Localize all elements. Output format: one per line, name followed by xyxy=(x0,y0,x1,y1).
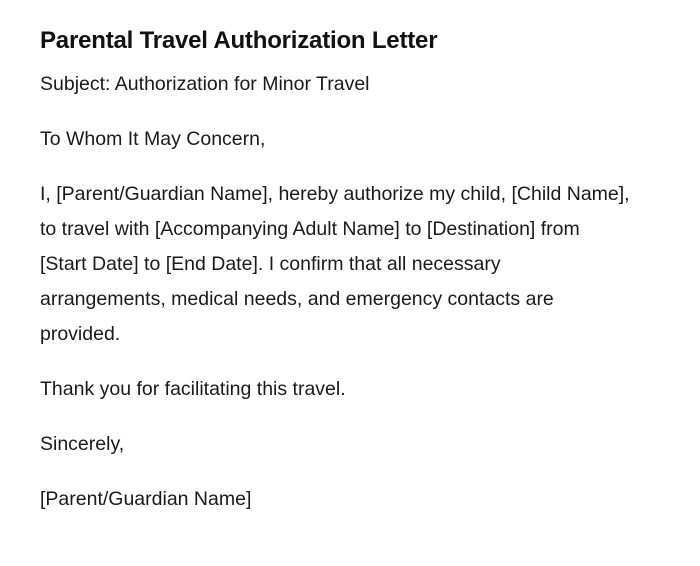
letter-thanks: Thank you for facilitating this travel. xyxy=(40,378,346,400)
letter-body: I, [Parent/Guardian Name], hereby authorize my child, [Child Name], to travel with [Accompanying Adult Name] to [Destination] from [Start Date] to [End Date]. I confirm that all necessary arrangements, medical needs, and emergency contacts are provided. xyxy=(40,183,630,345)
letter-signature: [Parent/Guardian Name] xyxy=(40,488,252,510)
letter-title: Parental Travel Authorization Letter xyxy=(40,27,438,54)
letter-greeting: To Whom It May Concern, xyxy=(40,128,266,150)
letter-subject: Subject: Authorization for Minor Travel xyxy=(40,73,370,95)
letter-closing: Sincerely, xyxy=(40,433,125,455)
